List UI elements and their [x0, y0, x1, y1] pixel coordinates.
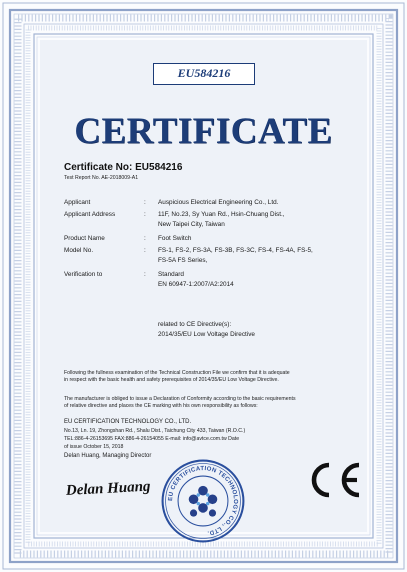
certificate-tag: EU584216: [177, 66, 231, 80]
address-line-2: New Taipei City, Taiwan: [158, 221, 225, 228]
certificate-tag-box: [153, 63, 255, 85]
examination-statement: [64, 370, 350, 385]
model-line-1: FS-1, FS-2, FS-3A, FS-3B, FS-3C, FS-4, FS-4A, FS-5,: [158, 247, 313, 254]
signer-title: Delan Huang, Managing Director: [64, 453, 152, 459]
issuer-name: EU CERTIFICATION TECHNOLOGY CO., LTD.: [64, 419, 192, 425]
verification-colon: :: [144, 271, 146, 278]
product-value: Foot Switch: [158, 235, 192, 242]
product-colon: :: [144, 235, 146, 242]
product-label: Product Name: [64, 235, 105, 242]
address-line-1: 11F, No.23, Sy Yuan Rd., Hsin-Chuang Dist.,: [158, 211, 285, 218]
address-label: Applicant Address: [64, 211, 116, 218]
company-seal-icon: [160, 458, 246, 544]
manufacturer-line-1: The manufacturer is obliged to issue a Declaration of Conformity according to the basic requirements: [64, 396, 296, 402]
verification-label: Verification to: [64, 271, 103, 278]
manufacturer-line-2: of relative directive and places the CE marking with his own responsibility as follows:: [64, 403, 258, 410]
model-colon: :: [144, 247, 146, 254]
issuer-contact: TEL:886-4-26153695 FAX:886-4-26154055 E-mail: info@avtce.com.tw Date: [64, 436, 240, 442]
manufacturer-statement: [64, 396, 350, 411]
address-colon: :: [144, 211, 146, 218]
examination-line-1: Following the fullness examination of the Technical Construction File we confirm that it is adequate: [64, 370, 290, 376]
directive-name: 2014/35/EU Low Voltage Directive: [158, 331, 255, 338]
applicant-value: Auspicious Electrical Engineering Co., Ltd.: [158, 199, 279, 206]
model-label: Model No.: [64, 247, 94, 254]
examination-line-2: in respect with the basic health and safety prerequisites of 2014/35/EU Low Voltage Directive.: [64, 377, 279, 384]
verification-line-1: Standard: [158, 271, 184, 278]
signature: Delan Huang: [65, 478, 151, 499]
model-line-2: FS-5A FS Series,: [158, 257, 208, 264]
seal-text: EU CERTIFICATION TECHNOLOGY CO., LTD.: [167, 466, 239, 536]
verification-line-2: EN 60947-1:2007/A2:2014: [158, 281, 234, 288]
issue-date: of issue October 15, 2018: [64, 444, 124, 450]
test-report-number: Test Report No. AE-2018009-A1: [64, 175, 139, 181]
applicant-colon: :: [144, 199, 146, 206]
directive-heading: related to CE Directive(s):: [158, 321, 232, 328]
applicant-label: Applicant: [64, 199, 91, 206]
page-title: CERTIFICATE: [74, 111, 333, 152]
certificate-number: Certificate No: EU584216: [64, 162, 183, 173]
ce-mark-icon: [303, 460, 363, 500]
issuer-address: No.13, Ln. 19, Zhongshan Rd., Shalu Dist., Taichung City 433, Taiwan (R.O.C.): [64, 428, 246, 434]
